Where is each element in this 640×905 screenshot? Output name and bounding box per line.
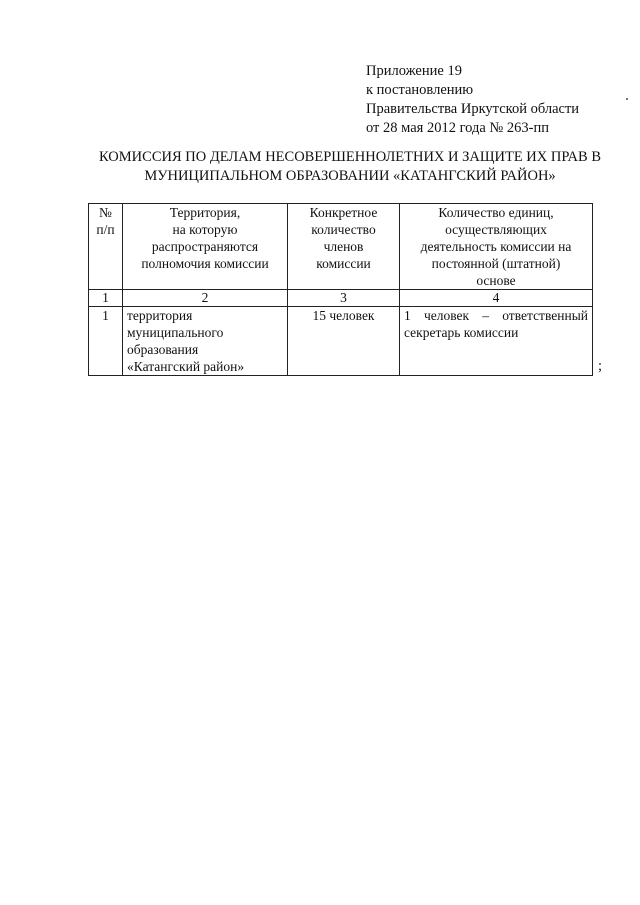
column-number-row [89,290,593,307]
trailing-semicolon: ; [598,358,603,374]
territory-cell: территория муниципального образования «Катангский район» [123,307,288,376]
header-number: № п/п [89,204,123,290]
column-number: 2 [123,290,288,307]
members-cell: 15 человек [288,307,400,376]
table-header-row [89,204,593,290]
header-staff-units: Количество единиц, осуществляющих деятельность комиссии на постоянной (штатной) основе [400,204,593,290]
document-title [60,148,640,186]
title-line: КОМИССИЯ ПО ДЕЛАМ НЕСОВЕРШЕННОЛЕТНИХ И ЗАЩИТЕ ИХ ПРАВ В [99,149,601,165]
column-number: 3 [288,290,400,307]
appendix-line: Правительства Иркутской области [366,101,580,117]
commission-table [88,203,593,376]
row-number: 1 [89,307,123,376]
column-number: 4 [400,290,593,307]
header-members-count: Конкретное количество членов комиссии [288,204,400,290]
header-territory: Территория, на которую распространяются полномочия комиссии [123,204,288,290]
appendix-reference [366,62,579,138]
column-number: 1 [89,290,123,307]
table-row [89,307,593,376]
staff-cell: 1 человек – ответственный секретарь комиссии [400,307,593,376]
margin-mark [626,98,628,100]
appendix-line: Приложение 19 [366,63,462,79]
title-line: МУНИЦИПАЛЬНОМ ОБРАЗОВАНИИ «КАТАНГСКИЙ РАЙОН» [144,168,556,184]
appendix-line: от 28 мая 2012 года № 263-пп [366,120,549,136]
appendix-line: к постановлению [366,82,474,98]
